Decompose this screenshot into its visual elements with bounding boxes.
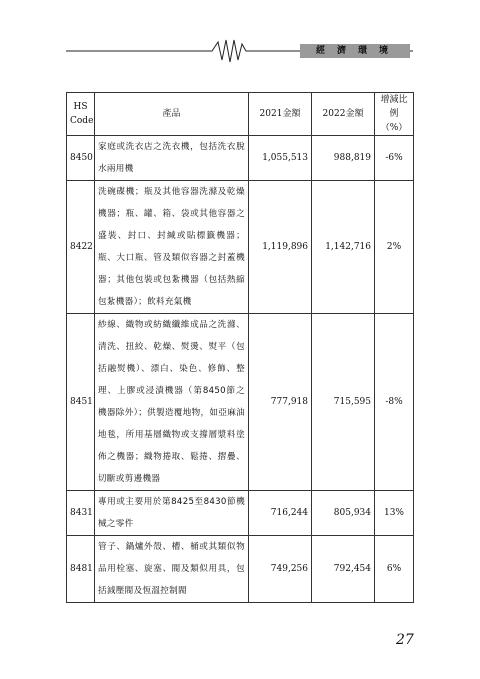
row-product: 紗線、織物或紡織纖維成品之洗滌、清洗、扭絞、乾燥、熨燙、熨平（包括融熨機）、漂白、染色、修飾、整理、上膠或浸漬機器（第8450節之機器除外）；供製造覆地物，如亞麻油地毯，所用基層織物或支撐層漿料塗佈之機器；織物捲取、鬆捲、摺疊、切斷或剪邊機器 [95, 314, 249, 491]
table-row [67, 181, 414, 314]
page-number: 27 [396, 632, 414, 648]
row-product: 家庭或洗衣店之洗衣機，包括洗衣脫水兩用機 [95, 136, 249, 181]
row-code: 8451 [67, 314, 95, 491]
row-amount-2022: 1,142,716 [312, 181, 375, 314]
header-hs-code-line2: Code [70, 116, 94, 126]
header-hs-code [67, 93, 95, 136]
table-row [67, 491, 414, 536]
table-row [67, 136, 414, 181]
table-row [67, 314, 414, 491]
row-code: 8481 [67, 536, 95, 603]
row-amount-2022: 805,934 [312, 491, 375, 536]
table-header-row [67, 93, 414, 136]
row-amount-2022: 792,454 [312, 536, 375, 603]
header-amount-2021: 2021金額 [249, 93, 312, 136]
row-product: 管子、鍋爐外殼、槽、桶或其類似物品用栓塞、旋塞、閥及類似用具，包括減壓閥及恆溫控制閥 [95, 536, 249, 603]
row-change: -6% [375, 136, 414, 181]
table-row [67, 536, 414, 603]
row-amount-2021: 1,055,513 [249, 136, 312, 181]
row-code: 8431 [67, 491, 95, 536]
row-amount-2021: 749,256 [249, 536, 312, 603]
header-change-line1: 增減比例 [380, 95, 408, 119]
header-product: 產品 [95, 93, 249, 136]
row-change: 6% [375, 536, 414, 603]
row-code: 8422 [67, 181, 95, 314]
row-change: 2% [375, 181, 414, 314]
row-change: -8% [375, 314, 414, 491]
row-change: 13% [375, 491, 414, 536]
header-amount-2022: 2022金額 [312, 93, 375, 136]
row-amount-2022: 988,819 [312, 136, 375, 181]
header-change-line2: （%） [380, 123, 408, 133]
header-change [375, 93, 414, 136]
row-amount-2021: 777,918 [249, 314, 312, 491]
header-ecg-line-icon [0, 0, 480, 70]
row-amount-2022: 715,595 [312, 314, 375, 491]
header-hs-code-line1: HS [73, 102, 88, 112]
section-title: 經濟環境 [300, 44, 410, 58]
hs-code-table [66, 92, 414, 603]
row-amount-2021: 1,119,896 [249, 181, 312, 314]
row-product: 專用或主要用於第8425至8430節機械之零件 [95, 491, 249, 536]
page-header [0, 0, 480, 70]
row-amount-2021: 716,244 [249, 491, 312, 536]
row-product: 洗碗碟機；瓶及其他容器洗滌及乾燥機器；瓶、罐、箱、袋或其他容器之盛裝、封口、封緘或貼標籤機器；瓶、大口瓶、管及類似容器之封蓋機器；其他包裝或包紮機器（包括熱縮包紮機器）；飲料充氣機 [95, 181, 249, 314]
row-code: 8450 [67, 136, 95, 181]
